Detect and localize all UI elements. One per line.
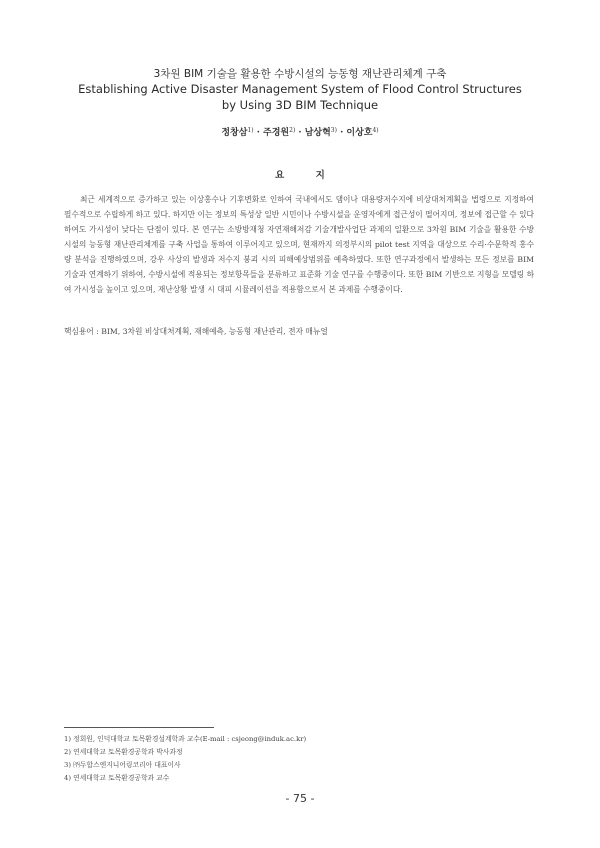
author-mark: 4) bbox=[372, 127, 379, 134]
footnote-item: 3) ㈜두합스엔지니어링코리아 대표이사 bbox=[64, 761, 181, 769]
paper-title-english-line1: Establishing Active Disaster Management System of Flood Control Structures bbox=[78, 82, 522, 96]
author-name: 이상호 bbox=[346, 128, 373, 138]
keywords bbox=[64, 326, 534, 338]
keywords-label: 핵심용어 : bbox=[64, 327, 102, 336]
keywords-text: BIM, 3차원 비상대처계획, 재해예측, 능동형 재난관리, 전자 매뉴얼 bbox=[101, 327, 328, 336]
footnote-item: 2) 연세대학교 토목환경공학과 박사과정 bbox=[64, 748, 183, 756]
author-name: 주경원 bbox=[263, 128, 290, 138]
author-mark: 2) bbox=[289, 127, 296, 134]
footnotes bbox=[64, 733, 534, 785]
abstract-heading: 요 지 bbox=[275, 170, 339, 181]
author-separator: · bbox=[295, 128, 305, 138]
author-separator: · bbox=[336, 128, 347, 138]
footnote-item: 1) 정회원, 인덕대학교 토목환경설계학과 교수(E-mail : csjeong@induk.ac.kr) bbox=[64, 735, 307, 743]
author-mark: 3) bbox=[330, 127, 337, 134]
author-separator: · bbox=[253, 128, 264, 138]
author-mark: 1) bbox=[247, 127, 254, 134]
author-list bbox=[0, 125, 600, 138]
footnote-divider bbox=[64, 727, 214, 728]
author-name: 남상혁 bbox=[304, 128, 331, 138]
author-name: 정창삼 bbox=[221, 128, 248, 138]
page-number: - 75 - bbox=[285, 792, 315, 805]
paper-title-english-line2: by Using 3D BIM Technique bbox=[221, 98, 379, 112]
abstract-body: 최근 세계적으로 증가하고 있는 이상홍수나 기후변화로 인하여 국내에서도 댐이나 대용량저수지에 비상대처계획을 법령으로 지정하여 필수적으로 수립하게 하고 있다. 하지만 이는 정보의 특성상 일반 시민이나 수방시설을 운영자에게 접근성이 떨어지며, 정보에 접근할 수 있다 하여도 가시성이 낮다는 단점이 있다. 본 연구는 소방방재청 자연재해저감 기술개발사업단 과제의 일환으로 3차원 BIM 기술을 활용한 수방시설의 능동형 재난관리체계를 구축 사업을 통하여 이루어지고 있으며, 현재까지 의정부시의 pilot test 지역을 대상으로 수리·수문학적 홍수량 분석을 진행하였으며, 강우 사상의 발생과 저수지 붕괴 시의 피해예상범위를 예측하였다. 또한 연구과정에서 발생하는 모든 정보를 BIM 기술과 연계하기 위하여, 수방시설에 적용되는 정보항목들을 분류하고 표준화 기술 연구를 수행중이다. 또한 BIM 기반으로 지형을 모델링 하여 가시성을 높이고 있으며, 재난상황 발생 시 대피 시뮬레이션을 적용함으로서 본 과제를 수행중이다. bbox=[64, 195, 534, 294]
footnote-item: 4) 연세대학교 토목환경공학과 교수 bbox=[64, 774, 170, 782]
title-block bbox=[40, 67, 560, 113]
paper-title-korean: 3차원 BIM 기술을 활용한 수방시설의 능동형 재난관리체계 구축 bbox=[153, 68, 447, 80]
